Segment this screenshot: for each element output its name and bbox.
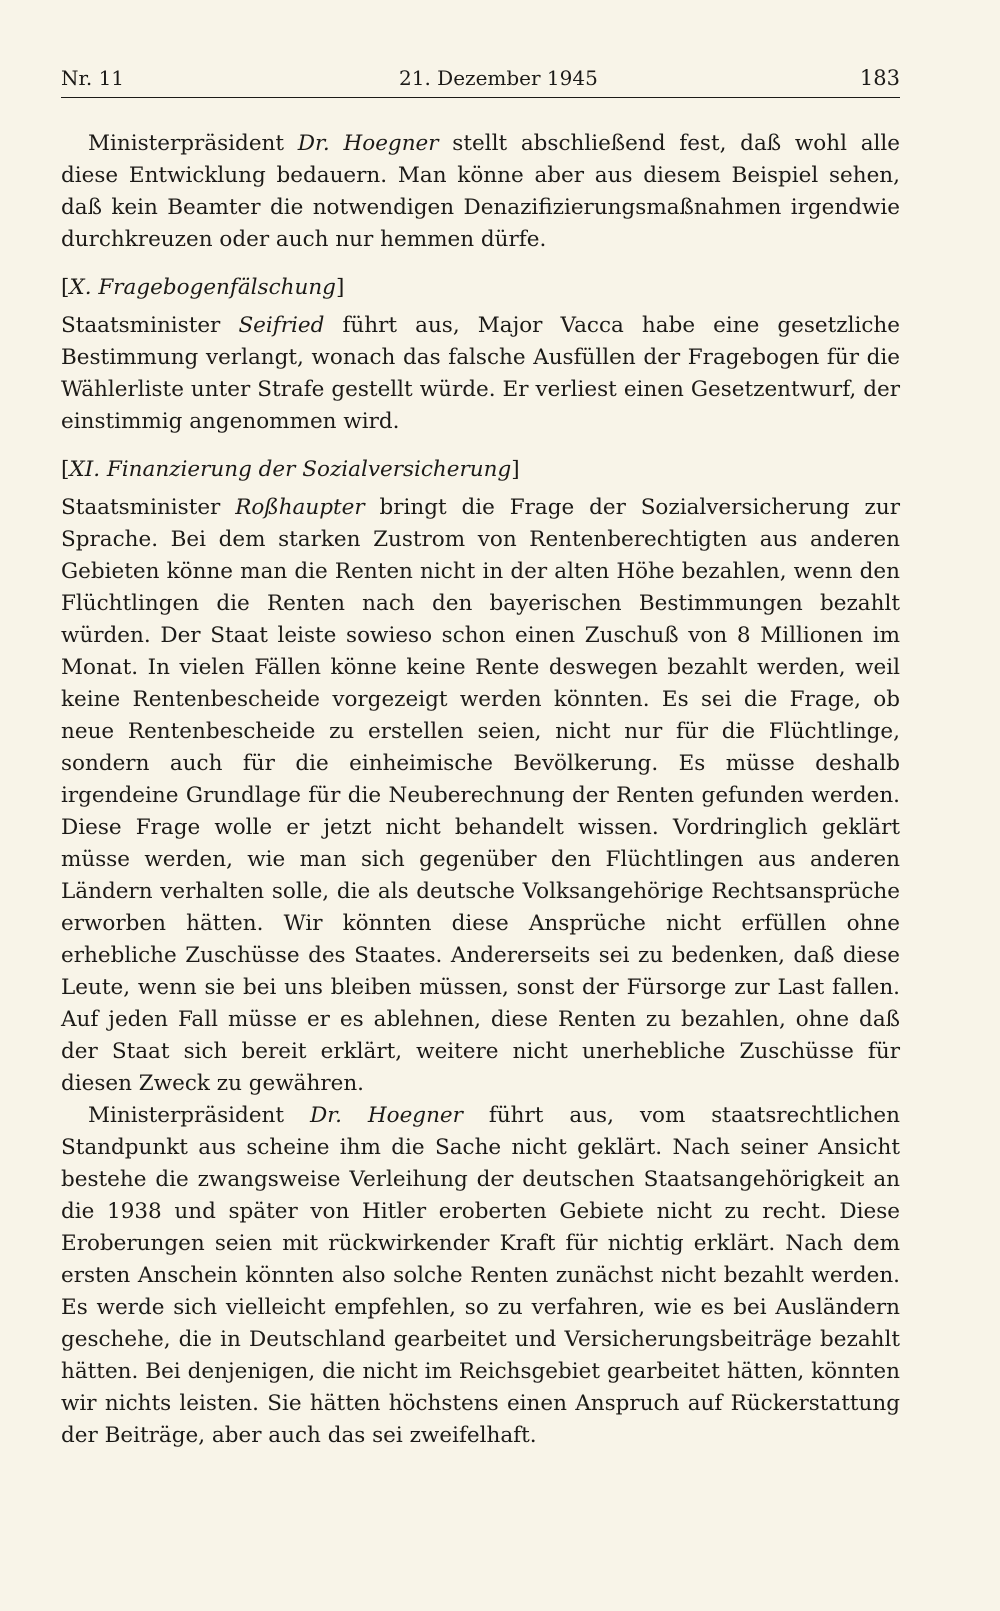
paragraph-rosshaupter: [61, 492, 900, 1100]
paragraph-text: stellt abschließend fest, daß wohl alle diese Entwicklung bedauern. Man könne aber aus diesem Beispiel sehen, daß kein Beamter die notwendigen Denazifizierungsmaßnahmen irgendwie durchkreuzen oder auch nur hemmen dürfe.: [61, 131, 900, 252]
session-date: 21. Dezember 1945: [399, 66, 598, 90]
paragraph-hoegner-pensions: [61, 1100, 900, 1452]
speaker-name: Dr. Hoegner: [309, 1103, 463, 1128]
running-head: [61, 64, 900, 92]
speaker-role: Ministerpräsident: [88, 131, 298, 156]
section-title: Fragebogenfälschung: [91, 275, 336, 300]
speaker-role: Ministerpräsident: [88, 1103, 310, 1128]
paragraph-seifried: [61, 310, 900, 438]
speaker-role: Staatsminister: [61, 313, 239, 338]
section-heading-xi: [XI. Finanzierung der Sozialversicherung]: [61, 457, 520, 482]
speaker-name: Roßhaupter: [235, 495, 365, 520]
speaker-role: Staatsminister: [61, 495, 236, 520]
issue-number: Nr. 11: [61, 66, 125, 90]
speaker-name: Dr. Hoegner: [297, 131, 439, 156]
paragraph-text: führt aus, vom staatsrechtlichen Standpunkt aus scheine ihm die Sache nicht geklärt. Nach seiner Ansicht bestehe die zwangsweise Verleihung der deutschen Staatsangehörigkeit an die 1938 und später von Hitler eroberten Gebiete nicht zu recht. Diese Eroberungen seien mit rückwirkender Kraft für nichtig erklärt. Nach dem ersten Anschein könnten also solche Renten zunächst nicht bezahlt werden. Es werde sich vielleicht empfehlen, so zu verfahren, wie es bei Ausländern geschehe, die in Deutschland gearbeitet und Versicherungsbeiträge bezahlt hätten. Bei denjenigen, die nicht im Reichsgebiet gearbeitet hätten, könnten wir nichts leisten. Sie hätten höchstens einen Anspruch auf Rückerstattung der Beiträge, aber auch das sei zweifelhaft.: [61, 1103, 900, 1448]
page-number: 183: [859, 66, 900, 90]
speaker-name: Seifried: [238, 313, 325, 338]
section-number: X.: [69, 275, 92, 300]
section-heading-x: [X. Fragebogenfälschung]: [61, 275, 345, 300]
section-number: XI.: [69, 457, 101, 482]
paragraph-text: bringt die Frage der Sozialversicherung zur Sprache. Bei dem starken Zustrom von Rentenberechtigten aus anderen Gebieten könne man die Renten nicht in der alten Höhe bezahlen, wenn den Flüchtlingen die Renten nach den bayerischen Bestimmungen bezahlt würden. Der Staat leiste sowieso schon einen Zuschuß von 8 Millionen im Monat. In vielen Fällen könne keine Rente deswegen bezahlt werden, weil keine Rentenbescheide vorgezeigt werden könnten. Es sei die Frage, ob neue Rentenbescheide zu erstellen seien, nicht nur für die Flüchtlinge, sondern auch für die einheimische Bevölkerung. Es müsse deshalb irgendeine Grundlage für die Neuberechnung der Renten gefunden werden. Diese Frage wolle er jetzt nicht behandelt wissen. Vordringlich geklärt müsse werden, wie man sich gegenüber den Flüchtlingen aus anderen Ländern verhalten solle, die als deutsche Volksangehörige Rechtsansprüche erworben hätten. Wir könnten diese Ansprüche nicht erfüllen ohne erhebliche Zuschüsse des Staates. Andererseits sei zu bedenken, daß diese Leute, wenn sie bei uns bleiben müssen, sonst der Fürsorge zur Last fallen. Auf jeden Fall müsse er es ablehnen, diese Renten zu bezahlen, ohne daß der Staat sich bereit erklärt, weitere nicht unerhebliche Zuschüsse für diesen Zweck zu gewähren.: [61, 495, 900, 1096]
paragraph-text: führt aus, Major Vacca habe eine gesetzliche Bestimmung verlangt, wonach das falsche Ausfüllen der Fragebogen für die Wählerliste unter Strafe gestellt würde. Er verliest einen Gesetzentwurf, der einstimmig angenommen wird.: [61, 313, 900, 434]
header-rule: [61, 97, 900, 98]
section-title: Finanzierung der Sozialversicherung: [100, 457, 512, 482]
body-text: [61, 128, 900, 1452]
paragraph-hoegner-denazification: [61, 128, 900, 256]
